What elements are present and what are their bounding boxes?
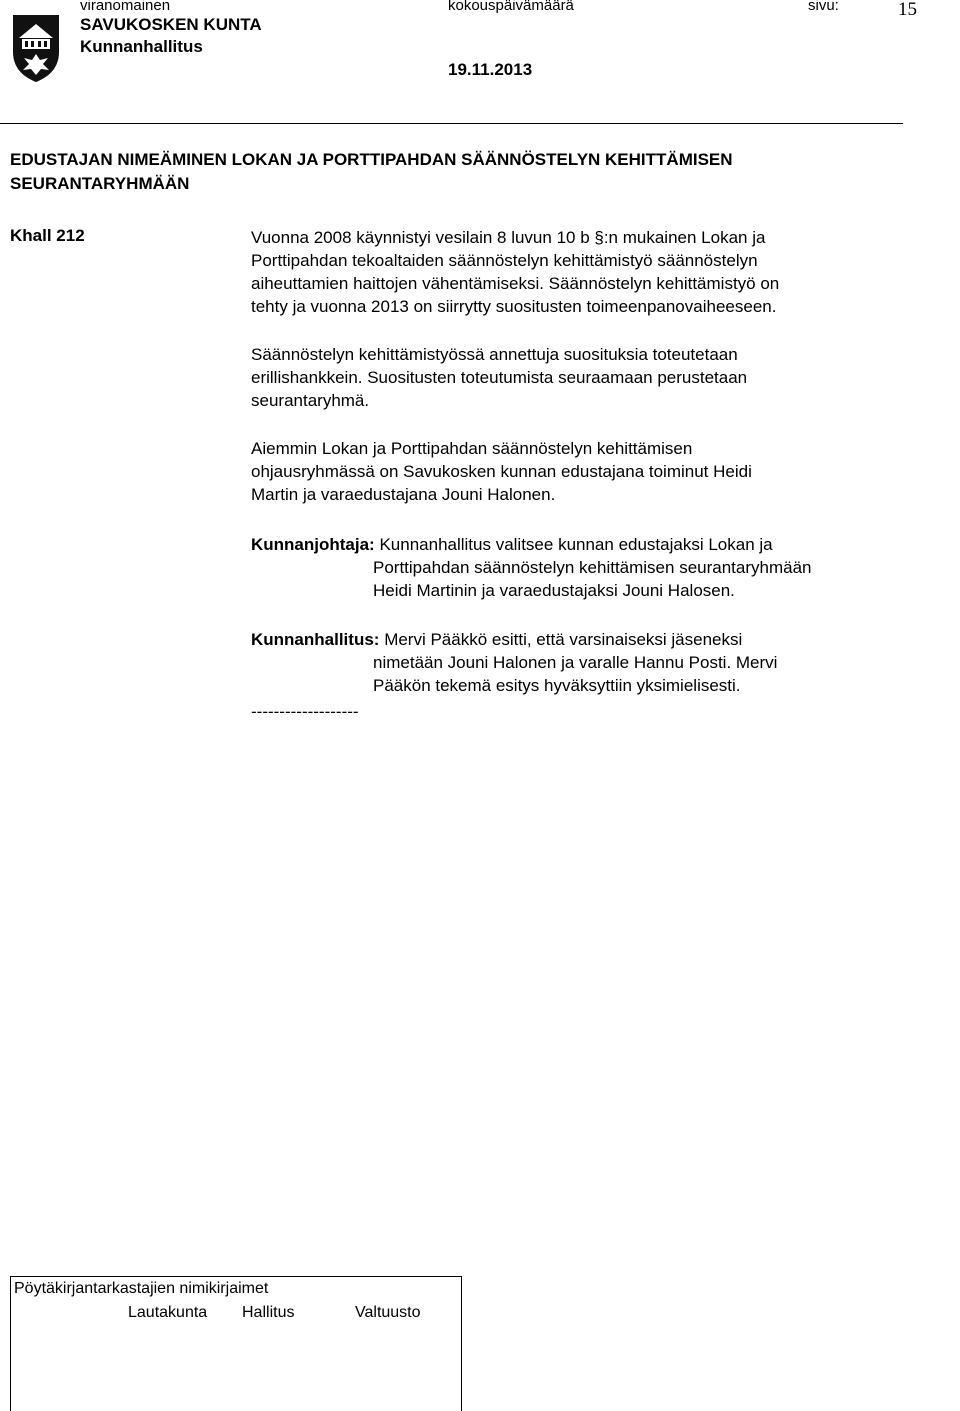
decision-text-line: nimetään Jouni Halonen ja varalle Hannu Posti. Mervi (373, 653, 778, 672)
decision-block (251, 628, 951, 697)
paragraph-previous-representatives (251, 437, 951, 506)
signature-column-board: Lautakunta (128, 1304, 208, 1321)
municipal-coat-of-arms-logo (10, 12, 62, 84)
text-line: seurantaryhmä. (251, 391, 370, 410)
decision-label: Kunnanhallitus: (251, 630, 380, 649)
end-separator: ------------------- (251, 702, 359, 721)
proposal-text-first: Kunnanhallitus valitsee kunnan edustajaksi Lokan ja (379, 535, 773, 554)
text-line: Aiemmin Lokan ja Porttipahdan säännöstelyn kehittämisen (251, 439, 693, 458)
page-number: 15 (898, 0, 917, 20)
header-rule (0, 123, 903, 124)
text-line: erillishankkein. Suositusten toteutumista seuraamaan perustetaan (251, 368, 748, 387)
proposal-label: Kunnanjohtaja: (251, 535, 375, 554)
paragraph-background (251, 226, 951, 318)
paragraph-recommendations (251, 343, 951, 412)
authority-label: viranomainen (80, 0, 171, 14)
decision-text-line: Pääkön tekemä esitys hyväksyttiin yksimielisesti. (373, 676, 741, 695)
meeting-date: 19.11.2013 (448, 60, 533, 79)
signature-column-executive: Hallitus (242, 1304, 295, 1321)
text-line: aiheuttamien haittojen vähentämiseksi. Säännöstelyn kehittämistyö on (251, 274, 780, 293)
proposal-text-line: Porttipahdan säännöstelyn kehittämisen seurantaryhmään (373, 558, 812, 577)
meeting-date-label: kokouspäivämäärä (448, 0, 574, 14)
signature-column-council: Valtuusto (355, 1304, 421, 1321)
text-line: tehty ja vuonna 2013 on siirrytty suositusten toimeenpanovaiheeseen. (251, 297, 777, 316)
proposal-text-line: Heidi Martinin ja varaedustajaksi Jouni Halosen. (373, 581, 735, 600)
signature-box-heading: Pöytäkirjantarkastajien nimikirjaimet (14, 1280, 269, 1297)
text-line: ohjausryhmässä on Savukosken kunnan edustajana toiminut Heidi (251, 462, 752, 481)
governing-body: Kunnanhallitus (80, 37, 203, 56)
text-line: Martin ja varaedustajana Jouni Halonen. (251, 485, 556, 504)
document-title-line-1: EDUSTAJAN NIMEÄMINEN LOKAN JA PORTTIPAHDAN SÄÄNNÖSTELYN KEHITTÄMISEN (10, 150, 733, 169)
text-line: Vuonna 2008 käynnistyi vesilain 8 luvun 10 b §:n mukainen Lokan ja (251, 228, 766, 247)
page-label: sivu: (808, 0, 839, 14)
text-line: Säännöstelyn kehittämistyössä annettuja suosituksia toteutetaan (251, 345, 738, 364)
municipality-name: SAVUKOSKEN KUNTA (80, 15, 262, 34)
text-line: Porttipahdan tekoaltaiden säännöstelyn kehittämistyö säännöstelyn (251, 251, 758, 270)
proposal-block (251, 533, 951, 602)
document-title-line-2: SEURANTARYHMÄÄN (10, 174, 190, 193)
decision-text-first: Mervi Pääkkö esitti, että varsinaiseksi jäseneksi (384, 630, 743, 649)
section-reference: Khall 212 (10, 226, 85, 245)
